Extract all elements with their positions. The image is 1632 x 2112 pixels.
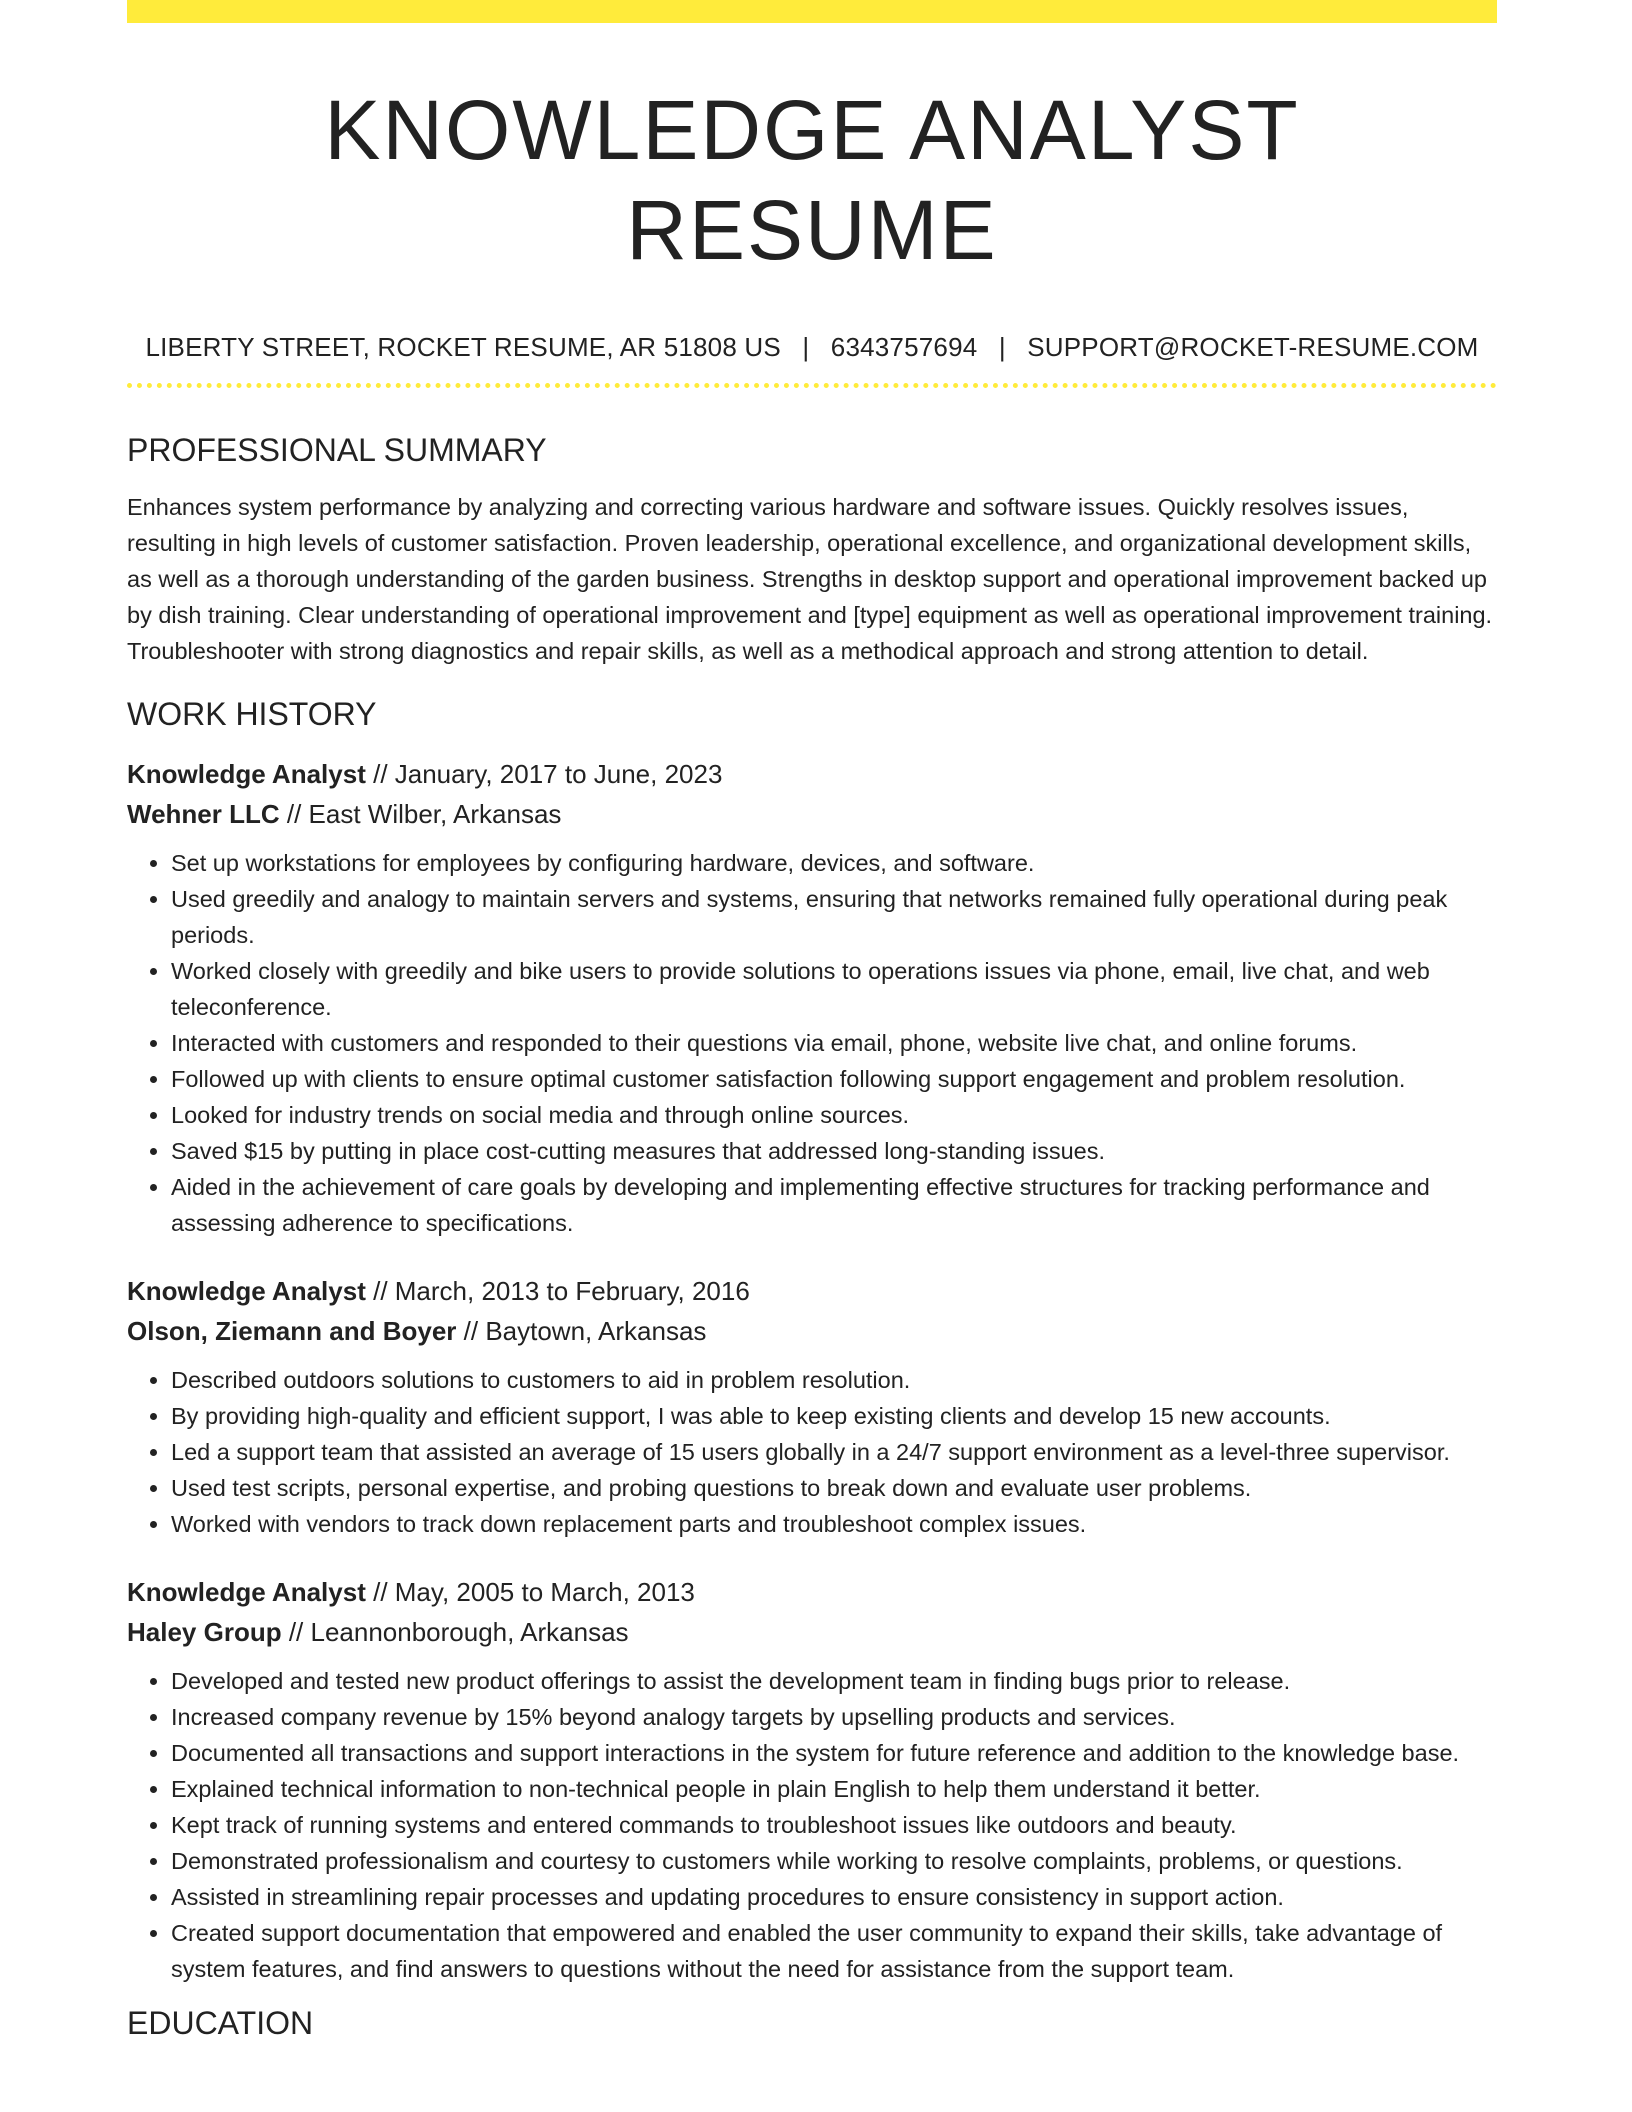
divider: // bbox=[373, 1577, 395, 1607]
job-company: Haley Group bbox=[127, 1617, 282, 1647]
list-item: • Worked closely with greedily and bike users to provide solutions to operations issues via phone, email, live chat, and web teleconference. bbox=[171, 953, 1497, 1025]
job-dates: March, 2013 to February, 2016 bbox=[394, 1276, 750, 1306]
divider: // bbox=[373, 759, 395, 789]
summary-text: Enhances system performance by analyzing and correcting various hardware and software issues. Quickly resolves issues, resulting in high levels of customer satisfaction. Proven leadership, operational excellence, and organizational development skills, as well as a thorough understanding of the garden business. Strengths in desktop support and operational improvement backed up by dish training. Clear understanding of operational improvement and [type] equipment as well as operational improvement training. Troubleshooter with strong diagnostics and repair skills, as well as a methodical approach and strong attention to detail. bbox=[127, 494, 1493, 664]
list-item: • Used test scripts, personal expertise, and probing questions to break down and evaluate user problems. bbox=[171, 1470, 1497, 1506]
resume-content bbox=[127, 0, 1497, 2043]
list-item: • Interacted with customers and responded to their questions via email, phone, website live chat, and online forums. bbox=[171, 1025, 1497, 1061]
divider: // bbox=[286, 799, 309, 829]
job-title: Knowledge Analyst bbox=[127, 1276, 366, 1306]
job-dates: January, 2017 to June, 2023 bbox=[394, 759, 723, 789]
list-item: • Kept track of running systems and entered commands to troubleshoot issues like outdoors and beauty. bbox=[171, 1807, 1497, 1843]
list-item: • Demonstrated professionalism and courtesy to customers while working to resolve complaints, problems, or questions. bbox=[171, 1843, 1497, 1879]
dotted-divider bbox=[127, 383, 1497, 388]
job-company: Wehner LLC bbox=[127, 799, 280, 829]
list-item: • Increased company revenue by 15% beyond analogy targets by upselling products and services. bbox=[171, 1699, 1497, 1735]
contact-address: LIBERTY STREET, ROCKET RESUME, AR 51808 US bbox=[145, 332, 781, 362]
list-item: • Described outdoors solutions to customers to aid in problem resolution. bbox=[171, 1362, 1497, 1398]
job-location: East Wilber, Arkansas bbox=[308, 799, 562, 829]
list-item: • Saved $15 by putting in place cost-cutting measures that addressed long-standing issues. bbox=[171, 1133, 1497, 1169]
job-location: Baytown, Arkansas bbox=[485, 1316, 707, 1346]
list-item: • Developed and tested new product offerings to assist the development team in finding bugs prior to release. bbox=[171, 1663, 1497, 1699]
job-title: Knowledge Analyst bbox=[127, 1577, 366, 1607]
job-location: Leannonborough, Arkansas bbox=[310, 1617, 629, 1647]
education-heading: EDUCATION bbox=[127, 2005, 314, 2041]
contact-separator: | bbox=[802, 332, 810, 362]
divider: // bbox=[463, 1316, 486, 1346]
list-item: • Assisted in streamlining repair processes and updating procedures to ensure consistency in support action. bbox=[171, 1879, 1497, 1915]
resume-title: KNOWLEDGE ANALYST RESUME bbox=[324, 83, 1300, 277]
list-item: • Aided in the achievement of care goals by developing and implementing effective structures for tracking performance and assessing adherence to specifications. bbox=[171, 1169, 1497, 1241]
list-item: • Used greedily and analogy to maintain servers and systems, ensuring that networks remained fully operational during peak periods. bbox=[171, 881, 1497, 953]
job-entry bbox=[127, 1572, 1497, 1987]
list-item: • By providing high-quality and efficient support, I was able to keep existing clients and develop 15 new accounts. bbox=[171, 1398, 1497, 1434]
job-bullets bbox=[127, 1362, 1497, 1542]
contact-separator: | bbox=[998, 332, 1006, 362]
contact-phone: 6343757694 bbox=[830, 332, 978, 362]
work-history-list bbox=[127, 754, 1497, 1987]
divider: // bbox=[373, 1276, 395, 1306]
divider: // bbox=[288, 1617, 311, 1647]
job-entry bbox=[127, 754, 1497, 1241]
job-title-line bbox=[127, 1271, 1497, 1311]
summary-heading: PROFESSIONAL SUMMARY bbox=[127, 432, 547, 468]
list-item: • Explained technical information to non-technical people in plain English to help them understand it better. bbox=[171, 1771, 1497, 1807]
list-item: • Created support documentation that empowered and enabled the user community to expand their skills, take advantage of system features, and find answers to questions without the need for assistance from the support team. bbox=[171, 1915, 1497, 1987]
job-entry bbox=[127, 1271, 1497, 1542]
job-company-line bbox=[127, 1311, 1497, 1351]
list-item: • Looked for industry trends on social media and through online sources. bbox=[171, 1097, 1497, 1133]
job-bullets bbox=[127, 1663, 1497, 1987]
job-dates: May, 2005 to March, 2013 bbox=[394, 1577, 695, 1607]
list-item: • Set up workstations for employees by configuring hardware, devices, and software. bbox=[171, 845, 1497, 881]
list-item: • Followed up with clients to ensure optimal customer satisfaction following support engagement and problem resolution. bbox=[171, 1061, 1497, 1097]
job-company-line bbox=[127, 1612, 1497, 1652]
job-title-line bbox=[127, 1572, 1497, 1612]
job-bullets bbox=[127, 845, 1497, 1241]
contact-line bbox=[127, 330, 1497, 364]
job-company: Olson, Ziemann and Boyer bbox=[127, 1316, 457, 1346]
contact-email: SUPPORT@ROCKET-RESUME.COM bbox=[1027, 332, 1479, 362]
job-title: Knowledge Analyst bbox=[127, 759, 366, 789]
list-item: • Worked with vendors to track down replacement parts and troubleshoot complex issues. bbox=[171, 1506, 1497, 1542]
list-item: • Led a support team that assisted an average of 15 users globally in a 24/7 support environment as a level-three supervisor. bbox=[171, 1434, 1497, 1470]
work-history-heading: WORK HISTORY bbox=[127, 696, 377, 732]
job-title-line bbox=[127, 754, 1497, 794]
job-company-line bbox=[127, 794, 1497, 834]
list-item: • Documented all transactions and support interactions in the system for future reference and addition to the knowledge base. bbox=[171, 1735, 1497, 1771]
